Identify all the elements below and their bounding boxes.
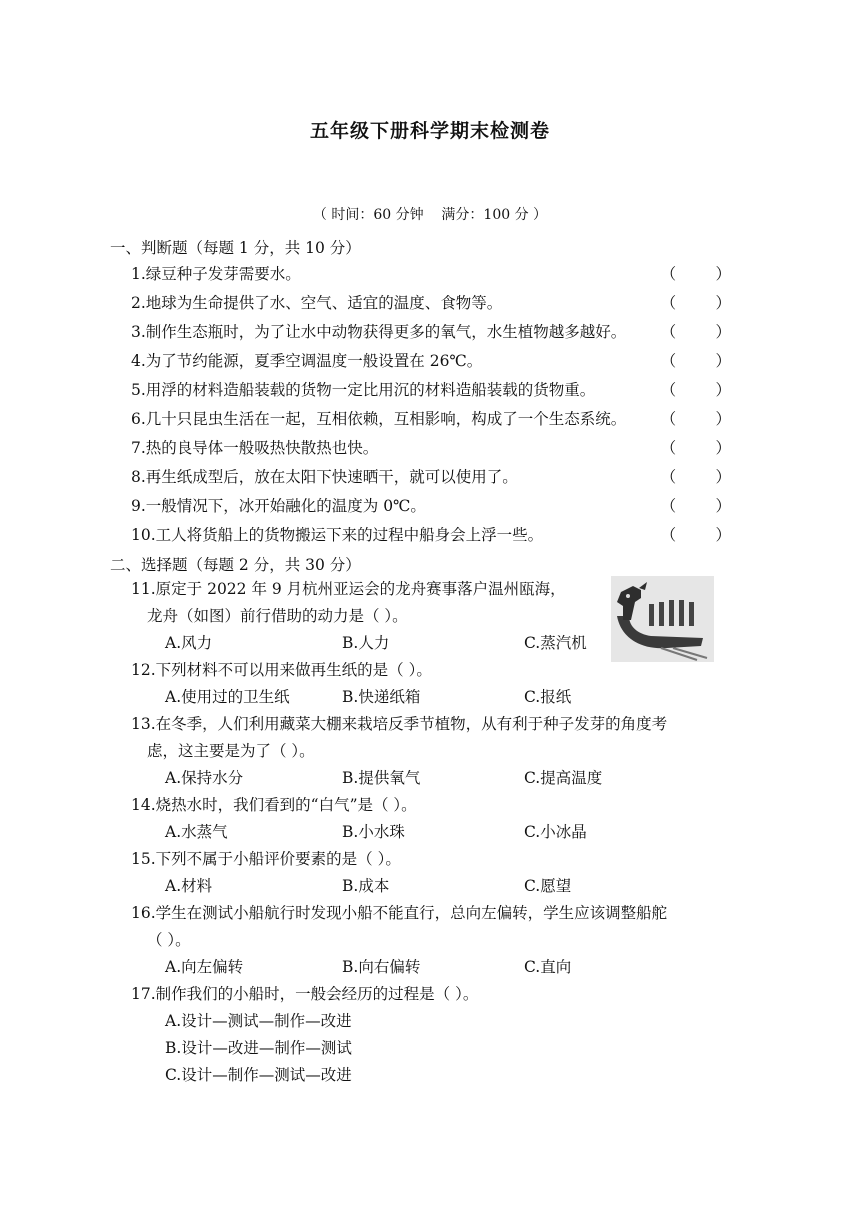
judgement-question-text: 6.几十只昆虫生活在一起，互相依赖，互相影响，构成了一个生态系统。 [131, 410, 627, 428]
judgement-question [131, 523, 731, 547]
judgement-question [131, 378, 731, 402]
option-a[interactable]: A.设计—测试—制作—改进 [165, 1012, 352, 1030]
answer-blank[interactable]: （ ） [660, 439, 731, 457]
question-15: 15.下列不属于小船评价要素的是（ ）。 [131, 850, 401, 868]
question-11: 11.原定于 2022 年 9 月杭州亚运会的龙舟赛事落户温州瓯海， [131, 580, 566, 598]
option-c[interactable]: C.提高温度 [524, 769, 603, 787]
page-title: 五年级下册科学期末检测卷 [309, 120, 550, 142]
section-heading-judgement: 一、判断题（每题 1 分，共 10 分） [110, 239, 361, 257]
judgement-question-text: 5.用浮的材料造船装载的货物一定比用沉的材料造船装载的货物重。 [131, 381, 596, 399]
option-c[interactable]: C.直向 [524, 958, 572, 976]
option-c[interactable]: C.报纸 [524, 688, 572, 706]
judgement-question [131, 262, 731, 286]
question-16-continued: （ ）。 [147, 931, 191, 949]
question-13: 13.在冬季，人们利用藏菜大棚来栽培反季节植物，从有利于种子发芽的角度考 [131, 715, 668, 733]
judgement-question-text: 7.热的良导体一般吸热快散热也快。 [131, 439, 379, 457]
answer-blank[interactable]: （ ） [660, 294, 731, 312]
answer-blank[interactable]: （ ） [660, 497, 731, 515]
answer-blank[interactable]: （ ） [660, 410, 731, 428]
section-heading-choice: 二、选择题（每题 2 分，共 30 分） [110, 556, 361, 574]
answer-blank[interactable]: （ ） [660, 526, 731, 544]
judgement-question-text: 9.一般情况下，冰开始融化的温度为 0℃。 [131, 497, 426, 515]
option-c[interactable]: C.愿望 [524, 877, 572, 895]
judgement-question-text: 3.制作生态瓶时，为了让水中动物获得更多的氧气，水生植物越多越好。 [131, 323, 627, 341]
judgement-question [131, 407, 731, 431]
option-b[interactable]: B.小水珠 [342, 823, 405, 841]
option-a[interactable]: A.保持水分 [165, 769, 244, 787]
question-11-continued: 龙舟（如图）前行借助的动力是（ ）。 [147, 607, 408, 625]
exam-info: （ 时间：60 分钟 满分：100 分 ） [312, 207, 548, 223]
judgement-question-text: 8.再生纸成型后，放在太阳下快速晒干，就可以使用了。 [131, 468, 518, 486]
judgement-question [131, 436, 731, 460]
question-12: 12.下列材料不可以用来做再生纸的是（ ）。 [131, 661, 432, 679]
option-a[interactable]: A.使用过的卫生纸 [165, 688, 290, 706]
answer-blank[interactable]: （ ） [660, 323, 731, 341]
dragon-boat-image [611, 576, 714, 662]
option-a[interactable]: A.水蒸气 [165, 823, 228, 841]
option-b[interactable]: B.提供氧气 [342, 769, 421, 787]
option-b[interactable]: B.成本 [342, 877, 390, 895]
option-c[interactable]: C.蒸汽机 [524, 634, 587, 652]
option-c[interactable]: C.小冰晶 [524, 823, 587, 841]
option-b[interactable]: B.向右偏转 [342, 958, 421, 976]
question-13-continued: 虑，这主要是为了（ ）。 [147, 742, 315, 760]
option-c[interactable]: C.设计—制作—测试—改进 [165, 1066, 352, 1084]
option-b[interactable]: B.设计—改进—制作—测试 [165, 1039, 352, 1057]
question-16: 16.学生在测试小船航行时发现小船不能直行，总向左偏转，学生应该调整船舵 [131, 904, 668, 922]
judgement-question-text: 4.为了节约能源，夏季空调温度一般设置在 26℃。 [131, 352, 483, 370]
judgement-question [131, 349, 731, 373]
question-17: 17.制作我们的小船时，一般会经历的过程是（ ）。 [131, 985, 479, 1003]
judgement-question [131, 320, 731, 344]
judgement-question-text: 10.工人将货船上的货物搬运下来的过程中船身会上浮一些。 [131, 526, 544, 544]
answer-blank[interactable]: （ ） [660, 381, 731, 399]
option-a[interactable]: A.向左偏转 [165, 958, 244, 976]
question-14: 14.烧热水时，我们看到的“白气”是（ ）。 [131, 796, 417, 814]
judgement-question [131, 494, 731, 518]
answer-blank[interactable]: （ ） [660, 352, 731, 370]
option-a[interactable]: A.材料 [165, 877, 213, 895]
option-b[interactable]: B.快递纸箱 [342, 688, 421, 706]
judgement-question-text: 2.地球为生命提供了水、空气、适宜的温度、食物等。 [131, 294, 503, 312]
answer-blank[interactable]: （ ） [660, 468, 731, 486]
judgement-question [131, 291, 731, 315]
option-b[interactable]: B.人力 [342, 634, 390, 652]
option-a[interactable]: A.风力 [165, 634, 213, 652]
answer-blank[interactable]: （ ） [660, 265, 731, 283]
judgement-question [131, 465, 731, 489]
judgement-question-text: 1.绿豆种子发芽需要水。 [131, 265, 301, 283]
